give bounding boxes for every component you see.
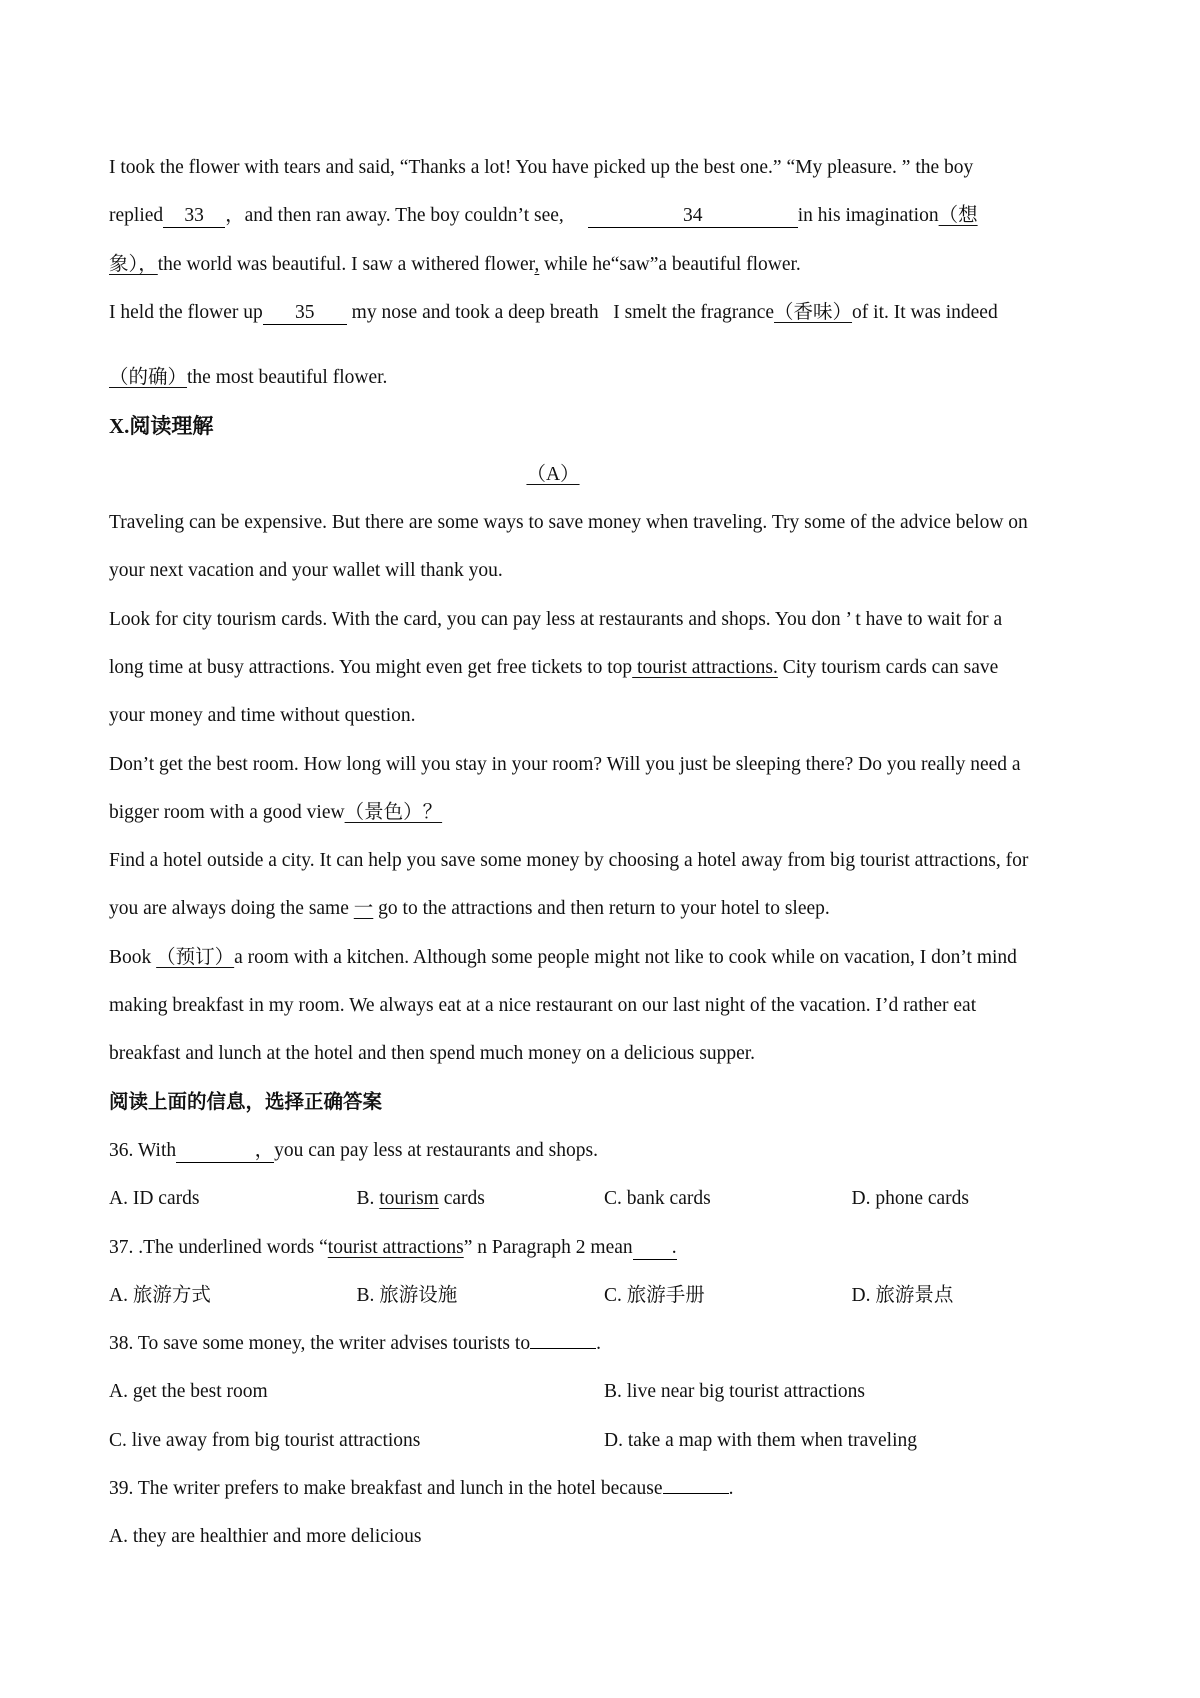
question-39 [109, 1465, 1200, 1513]
answer-blank [663, 1472, 729, 1494]
cloze-text: the world was beautiful. I saw a withered flower [157, 253, 535, 275]
passage-line: breakfast and lunch at the hotel and then spend much money on a delicious supper. [109, 1043, 756, 1065]
options-37 [109, 1272, 1200, 1320]
cloze-text: my nose and took a deep breath I smelt the fragrance [346, 301, 775, 323]
passage-line: Look for city tourism cards. With the card, you can pay less at restaurants and shops. You don ’ t have to wait for a [109, 608, 1003, 630]
passage-line [109, 934, 1200, 982]
question-text: ” n Paragraph 2 mean [463, 1236, 633, 1258]
option-a: A. get the best room [109, 1381, 268, 1403]
passage-text: a room with a kitchen. Although some people might not like to cook while on vacation, I don’t mind [234, 946, 1017, 968]
passage-label: （A） [526, 463, 580, 485]
question-38 [109, 1320, 1200, 1368]
passage-line: Traveling can be expensive. But there are some ways to save money when traveling. Try some of the advice below on [109, 512, 1028, 534]
cloze-text: the most beautiful flower. [187, 367, 388, 389]
option-b-text: cards [438, 1188, 485, 1210]
question-end: . [728, 1478, 734, 1500]
option-a: A. 旅游方式 [109, 1284, 211, 1306]
cloze-text: while he“saw”a beautiful flower. [539, 253, 801, 275]
underlined-word: tourism [379, 1188, 439, 1210]
answer-blank: ， [176, 1141, 274, 1163]
question-text: 36. With [109, 1139, 177, 1161]
cloze-line-1 [109, 144, 1200, 192]
options-38-row-1 [109, 1368, 1200, 1416]
options-36 [109, 1175, 1200, 1223]
cloze-text: replied [109, 205, 164, 227]
underlined-comma: , [534, 253, 540, 275]
option-c: C. 旅游手册 [604, 1284, 705, 1306]
passage-line: your money and time without question. [109, 705, 416, 727]
question-text: 37. .The underlined words “ [109, 1236, 328, 1258]
cloze-text: ，and then ran away. The boy couldn’t see, [225, 205, 564, 227]
passage-text: bigger room with a good view [109, 801, 345, 823]
options-38-row-2 [109, 1417, 1200, 1465]
underlined-phrase: tourist attractions [327, 1236, 464, 1258]
blank-34: 34 [588, 206, 798, 228]
cloze-line-5 [109, 354, 1200, 402]
blank-35: 35 [263, 303, 347, 325]
passage-line [109, 644, 1200, 692]
section-title: X.阅读理解 [109, 414, 214, 439]
question-37 [109, 1224, 1200, 1272]
option-a: A. they are healthier and more delicious [109, 1526, 422, 1548]
option-c: C. live away from big tourist attractions [109, 1429, 421, 1451]
gloss-underlined: （想 [938, 205, 978, 227]
cloze-text: I took the flower with tears and said, “Thanks a lot! You have picked up the best one.” “My pleasure. ” the boy [109, 157, 974, 178]
option-a: A. ID cards [109, 1188, 200, 1210]
passage-line: making breakfast in my room. We always eat at a nice restaurant on our last night of the vacation. I’d rather eat [109, 995, 977, 1017]
instruction: 阅读上面的信息，选择正确答案 [109, 1091, 383, 1113]
cloze-line-3 [109, 241, 1200, 289]
passage-line: Don’t get the best room. How long will you stay in your room? Will you just be sleeping there? Do you really need a [109, 753, 1021, 775]
question-text: 38. To save some money, the writer advises tourists to [109, 1333, 531, 1355]
option-d: D. take a map with them when traveling [604, 1429, 917, 1451]
gloss-underlined: （香味） [774, 301, 853, 323]
passage-text: Book [109, 946, 157, 968]
passage-label-line [109, 451, 997, 499]
passage-text: City tourism cards can save [777, 656, 999, 678]
cloze-line-4 [109, 289, 1200, 337]
options-39 [109, 1513, 1200, 1561]
underlined-phrase: tourist attractions. [632, 656, 778, 678]
passage-text: go to the attractions and then return to your hotel to sleep. [373, 898, 830, 920]
blank-33: 33 [163, 206, 225, 228]
passage-line: Find a hotel outside a city. It can help you save some money by choosing a hotel away from big tourist attractions, for [109, 850, 1029, 872]
option-b [357, 1175, 605, 1223]
cloze-line-2 [109, 192, 1200, 240]
underlined-dash: 一 [353, 898, 374, 920]
option-c: C. bank cards [604, 1188, 711, 1210]
question-text: 39. The writer prefers to make breakfast and lunch in the hotel because [109, 1478, 663, 1500]
question-36 [109, 1127, 1200, 1175]
passage-line [109, 789, 1200, 837]
question-end: . [596, 1333, 601, 1355]
cloze-text: of it. It was indeed [852, 301, 998, 323]
passage-text: long time at busy attractions. You might even get free tickets to top [109, 656, 633, 678]
cloze-text: I held the flower up [109, 301, 263, 323]
option-d: D. phone cards [851, 1188, 970, 1210]
option-b-label: B. [356, 1188, 380, 1210]
passage-line: your next vacation and your wallet will thank you. [109, 560, 503, 582]
answer-blank [530, 1327, 596, 1349]
passage-line [109, 885, 1200, 933]
option-d: D. 旅游景点 [851, 1284, 954, 1306]
answer-blank: . [633, 1238, 677, 1260]
option-b: B. live near big tourist attractions [604, 1381, 866, 1403]
gloss-underlined: （预订） [156, 946, 235, 968]
gloss-underlined: （的确） [109, 367, 188, 389]
passage-text: you are always doing the same [109, 898, 354, 920]
option-b: B. 旅游设施 [356, 1284, 458, 1306]
question-text: you can pay less at restaurants and shops. [274, 1139, 598, 1161]
gloss-underlined: 象）， [109, 253, 158, 275]
gloss-underlined: （景色）？ [344, 801, 443, 823]
cloze-text: in his imagination [797, 205, 939, 227]
